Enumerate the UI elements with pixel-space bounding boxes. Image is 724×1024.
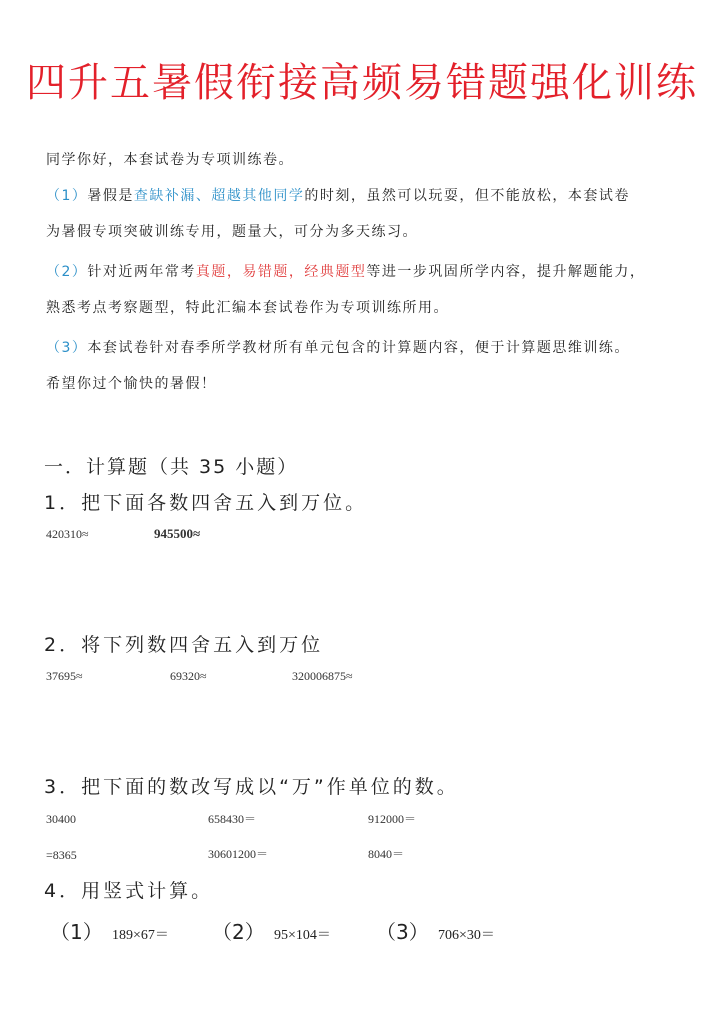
- paragraph-2-highlight: 真题，易错题，经典题型: [195, 264, 367, 280]
- question-4-sub-2-num: （2）: [212, 920, 265, 944]
- intro-paragraph-1-line2: 为暑假专项突破训练专用，题量大，可分为多天练习。: [46, 224, 418, 240]
- paragraph-2-pre: 针对近两年常考: [87, 264, 196, 280]
- intro-paragraph-1: [46, 186, 686, 206]
- question-2-item-3: 320006875≈: [292, 669, 353, 683]
- intro-greeting: 同学你好，本套试卷为专项训练卷。: [46, 152, 294, 168]
- paragraph-1-pre: 暑假是: [87, 188, 134, 204]
- question-2-item-1: 37695≈: [46, 669, 83, 683]
- question-3-label: 3．把下面的数改写成以“万”作单位的数。: [44, 776, 459, 798]
- question-3-item-6: 8040＝: [368, 847, 405, 861]
- question-3-item-5: 30601200＝: [208, 847, 269, 861]
- question-4-label: 4．用竖式计算。: [44, 880, 214, 902]
- paragraph-2-post: 等进一步巩固所学内容，提升解题能力，: [366, 264, 646, 280]
- paragraph-1-post: 的时刻，虽然可以玩耍，但不能放松，本套试卷: [304, 188, 630, 204]
- section-title: 一．计算题（共 35 小题）: [44, 456, 299, 478]
- question-4-sub-2-expr: 95×104＝: [274, 928, 331, 943]
- question-4-sub-1-num: （1）: [50, 920, 103, 944]
- question-3-item-4: =8365: [46, 848, 77, 862]
- question-3-item-3: 912000＝: [368, 812, 417, 826]
- intro-paragraph-2-line2: 熟悉考点考察题型，特此汇编本套试卷作为专项训练所用。: [46, 300, 449, 316]
- question-4-sub-1-expr: 189×67＝: [112, 928, 169, 943]
- intro-paragraph-3: [46, 338, 686, 358]
- paragraph-1-highlight: 查缺补漏、超越其他同学: [133, 188, 305, 204]
- question-4-sub-3-num: （3）: [376, 920, 429, 944]
- question-1-item-1: 420310≈: [46, 527, 89, 541]
- question-2-item-2: 69320≈: [170, 669, 207, 683]
- paragraph-3-label: （3）: [46, 340, 88, 356]
- question-1-item-2: 945500≈: [154, 526, 201, 541]
- question-2-label: 2．将下列数四舍五入到万位: [44, 634, 324, 656]
- paragraph-3-text: 本套试卷针对春季所学教材所有单元包含的计算题内容，便于计算题思维训练。: [87, 340, 630, 356]
- question-3-item-2: 658430＝: [208, 812, 257, 826]
- page-title: 四升五暑假衔接高频易错题强化训练: [26, 60, 698, 106]
- paragraph-1-label: （1）: [46, 188, 88, 204]
- intro-paragraph-3-line2: 希望你过个愉快的暑假！: [46, 376, 217, 392]
- question-1-label: 1．把下面各数四舍五入到万位。: [44, 492, 368, 514]
- intro-paragraph-2: [46, 262, 686, 282]
- question-3-item-1: 30400: [46, 812, 76, 826]
- question-4-sub-3-expr: 706×30＝: [438, 928, 495, 943]
- paragraph-2-label: （2）: [46, 264, 88, 280]
